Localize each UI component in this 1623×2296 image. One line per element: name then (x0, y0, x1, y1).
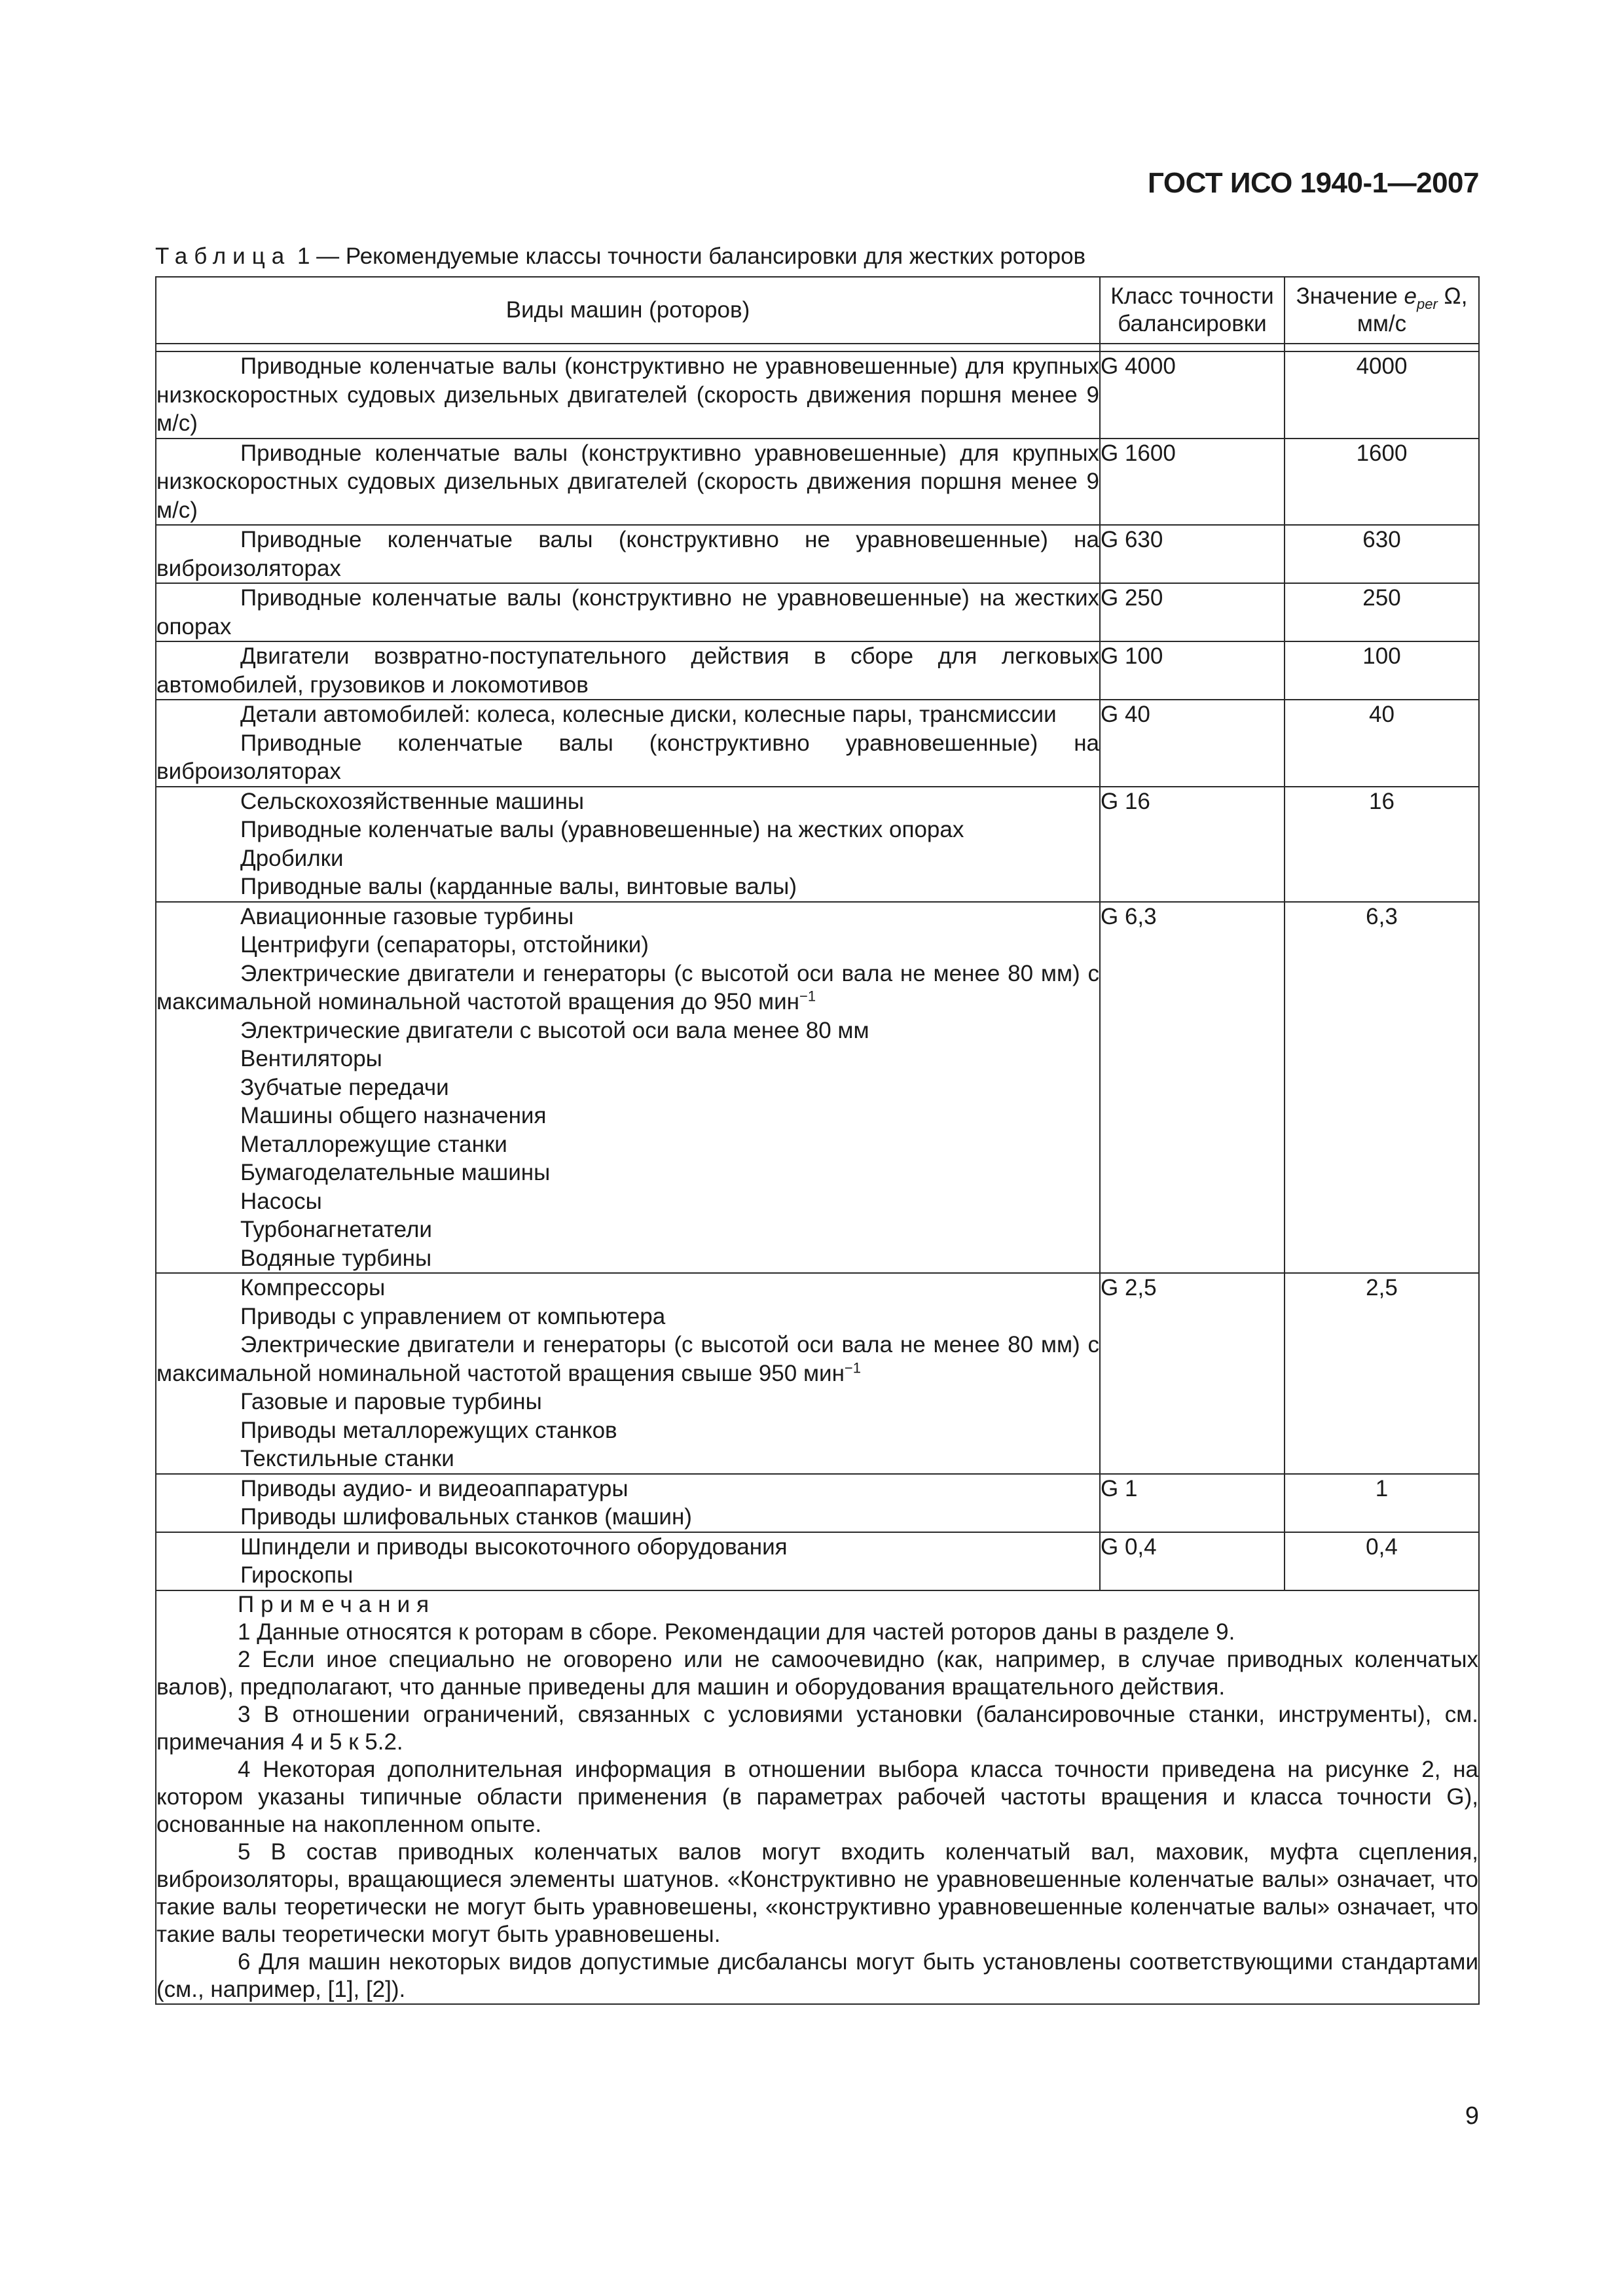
table-caption (155, 243, 1085, 270)
header-value-symbol: $e_{per}$ (1404, 283, 1438, 312)
machine-type-item: Приводные коленчатые валы (конструктивно уравновешенные) для крупных низкоскоростных судовых дизельных двигателей (скорость движения поршня менее 9 м/с) (156, 440, 1099, 523)
table-row (156, 1532, 1479, 1590)
machine-type-item: Зубчатые передачи (240, 1074, 449, 1100)
machine-type-item: Машины общего назначения (240, 1103, 547, 1128)
table-caption-title: — Рекомендуемые классы точности балансировки для жестких роторов (316, 243, 1086, 269)
machine-types-cell (156, 583, 1100, 641)
machine-type-item: Дробилки (240, 845, 344, 871)
balance-grade-cell: G 6,3 (1100, 902, 1285, 1274)
notes-title: Примечания (238, 1591, 436, 1617)
table-caption-label: Таблица (155, 243, 291, 269)
machine-types-cell (156, 1273, 1100, 1474)
machine-type-item: Приводные валы (карданные валы, винтовые валы) (240, 874, 797, 899)
page-number: 9 (1465, 2102, 1479, 2130)
header-class-line1: Класс точности (1110, 283, 1274, 309)
machine-type-item: Центрифуги (сепараторы, отстойники) (240, 932, 649, 958)
machine-types-cell (156, 439, 1100, 526)
balance-grade-cell: G 40 (1100, 700, 1285, 787)
balance-grade-cell: G 1 (1100, 1474, 1285, 1532)
machine-type-item: Вентиляторы (240, 1046, 382, 1071)
table-header-row (156, 277, 1479, 344)
machine-type-item: Шпиндели и приводы высокоточного оборудования (240, 1534, 788, 1560)
machine-type-item: Бумагоделательные машины (240, 1160, 551, 1185)
table-row (156, 1474, 1479, 1532)
eper-value-cell: 630 (1285, 525, 1479, 583)
machine-type-item: Приводы шлифовальных станков (машин) (240, 1504, 692, 1530)
table-body (156, 344, 1479, 2004)
superscript-minus-one: −1 (799, 988, 816, 1005)
note-item: 5 В состав приводных коленчатых валов могут входить коленчатый вал, маховик, муфта сцепления, виброизоляторы, вращающиеся элементы шатунов. «Конструктивно не уравновешенные коленчатые валы» означает, что такие валы теоретически не могут быть уравновешены, «конструктивно уравновешенные коленчатые валы» означает, что такие валы теоретически могут быть уравновешены. (156, 1839, 1478, 1947)
machine-types-cell (156, 1474, 1100, 1532)
machine-type-item: Авиационные газовые турбины (240, 903, 574, 929)
machine-type-item: Приводные коленчатые валы (конструктивно не уравновешенные) для крупных низкоскоростных судовых дизельных двигателей (скорость движения поршня менее 9 м/с) (156, 353, 1099, 436)
balance-grade-cell: G 4000 (1100, 351, 1285, 439)
table-row (156, 351, 1479, 439)
note-item: 6 Для машин некоторых видов допустимые дисбалансы могут быть установлены соответствующими стандартами (см., например, [1], [2]). (156, 1948, 1478, 2002)
note-item: 2 Если иное специально не оговорено или не самоочевидно (как, например, в случае приводных коленчатых валов), предполагают, что данные приведены для машин и оборудования вращательного действия. (156, 1646, 1478, 1700)
machine-type-item: Электрические двигатели и генераторы (с высотой оси вала не менее 80 мм) с максимальной номинальной частотой вращения до 950 мин$^{-1}$ (156, 960, 1099, 1014)
header-class-line2: балансировки (1118, 311, 1267, 336)
table-row (156, 439, 1479, 526)
header-separator (156, 344, 1479, 351)
table-row (156, 700, 1479, 787)
note-item: 3 В отношении ограничений, связанных с условиями установки (балансировочные станки, инструменты), см. примечания 4 и 5 к 5.2. (156, 1701, 1478, 1755)
balance-grade-cell: G 16 (1100, 787, 1285, 902)
machine-type-item: Детали автомобилей: колеса, колесные диски, колесные пары, трансмиссии (240, 702, 1057, 727)
eper-value-cell: 1600 (1285, 439, 1479, 526)
table-row (156, 902, 1479, 1274)
machine-type-item: Гироскопы (240, 1562, 354, 1588)
balance-grade-cell: G 100 (1100, 641, 1285, 700)
machine-type-item: Приводы с управлением от компьютера (240, 1303, 666, 1329)
machine-type-item: Приводные коленчатые валы (уравновешенные) на жестких опорах (240, 817, 964, 842)
eper-value-cell: 250 (1285, 583, 1479, 641)
machine-type-item: Текстильные станки (240, 1446, 454, 1471)
machine-types-cell (156, 1532, 1100, 1590)
machine-type-item: Компрессоры (240, 1275, 386, 1300)
table-row (156, 525, 1479, 583)
machine-type-item: Металлорежущие станки (240, 1131, 507, 1157)
machine-types-cell (156, 787, 1100, 902)
balance-grade-cell: G 630 (1100, 525, 1285, 583)
machine-type-item: Приводные коленчатые валы (конструктивно уравновешенные) на виброизоляторах (156, 730, 1099, 784)
eper-value-cell: 40 (1285, 700, 1479, 787)
table-row (156, 641, 1479, 700)
balance-grade-cell: G 1600 (1100, 439, 1285, 526)
table-row (156, 787, 1479, 902)
machine-type-item: Приводы металлорежущих станков (240, 1417, 617, 1443)
balance-grade-cell: G 2,5 (1100, 1273, 1285, 1474)
machine-types-cell (156, 525, 1100, 583)
machine-type-item: Приводные коленчатые валы (конструктивно не уравновешенные) на виброизоляторах (156, 527, 1099, 581)
machine-types-cell (156, 351, 1100, 439)
machine-type-item: Водяные турбины (240, 1245, 432, 1271)
balance-grade-cell: G 0,4 (1100, 1532, 1285, 1590)
note-item: 4 Некоторая дополнительная информация в отношении выбора класса точности приведена на рисунке 2, на котором указаны типичные области применения (в параметрах рабочей частоты вращения и класса точности G), основанные на накопленном опыте. (156, 1756, 1478, 1837)
machine-type-item: Электрические двигатели и генераторы (с высотой оси вала не менее 80 мм) с максимальной номинальной частотой вращения свыше 950 мин$^{-1}$ (156, 1332, 1099, 1386)
machine-type-item: Сельскохозяйственные машины (240, 788, 585, 814)
table-row (156, 1273, 1479, 1474)
eper-value-cell: 100 (1285, 641, 1479, 700)
table-row (156, 583, 1479, 641)
header-value-unit: мм/с (1357, 311, 1407, 336)
header-value-line1: Значение $e_{per}$ Ω, (1296, 283, 1468, 312)
machine-type-item: Насосы (240, 1188, 322, 1214)
machine-type-item: Двигатели возвратно-поступательного действия в сборе для легковых автомобилей, грузовиков и локомотивов (156, 643, 1099, 698)
eper-value-cell: 1 (1285, 1474, 1479, 1532)
eper-value-cell: 2,5 (1285, 1273, 1479, 1474)
machine-type-item: Приводы аудио- и видеоаппаратуры (240, 1475, 629, 1501)
machine-type-item: Приводные коленчатые валы (конструктивно не уравновешенные) на жестких опорах (156, 585, 1099, 639)
superscript-minus-one: −1 (844, 1359, 861, 1376)
document-code: ГОСТ ИСО 1940-1—2007 (1147, 167, 1479, 199)
balance-grade-cell: G 250 (1100, 583, 1285, 641)
machine-types-cell (156, 700, 1100, 787)
machine-types-cell (156, 902, 1100, 1274)
eper-value-cell: 4000 (1285, 351, 1479, 439)
machine-types-cell (156, 641, 1100, 700)
eper-value-cell: 6,3 (1285, 902, 1479, 1274)
header-value (1285, 277, 1479, 344)
header-class (1100, 277, 1285, 344)
notes-row (156, 1590, 1479, 2004)
header-machines: Виды машин (роторов) (156, 277, 1100, 344)
table-caption-number: 1 (297, 243, 310, 269)
eper-value-cell: 0,4 (1285, 1532, 1479, 1590)
notes-cell (156, 1590, 1479, 2004)
note-item: 1 Данные относятся к роторам в сборе. Рекомендации для частей роторов даны в разделе 9. (238, 1619, 1235, 1645)
eper-value-cell: 16 (1285, 787, 1479, 902)
machine-type-item: Турбонагнетатели (240, 1217, 432, 1242)
machine-type-item: Электрические двигатели с высотой оси вала менее 80 мм (240, 1017, 869, 1043)
machine-type-item: Газовые и паровые турбины (240, 1389, 542, 1414)
balance-grade-table (155, 276, 1480, 2005)
